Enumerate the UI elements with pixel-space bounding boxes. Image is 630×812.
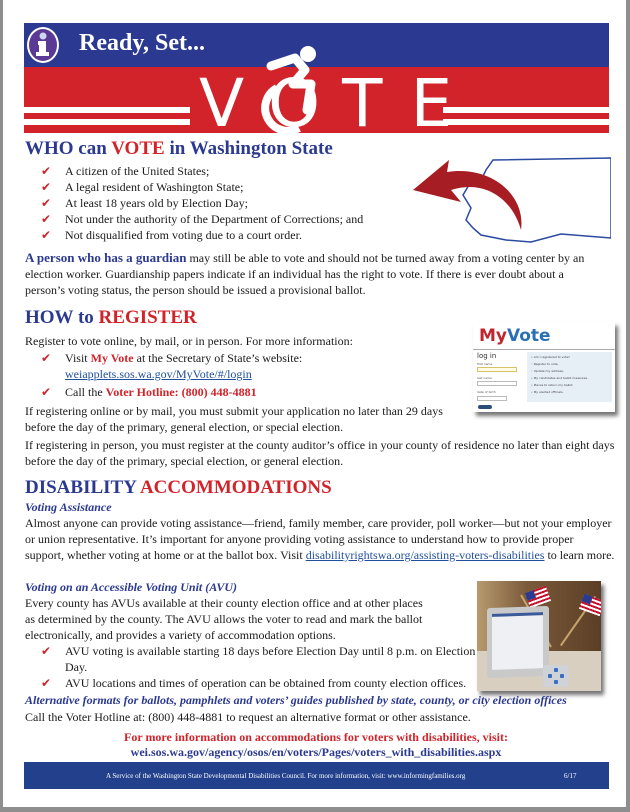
paragraph-text: to learn more. [544,548,615,562]
guardian-lead: A person who has a guardian [25,250,187,265]
panel-item: • My elected officials. [531,390,564,394]
checkmark-icon: ✔ [41,164,52,178]
washington-state-map-arrow-icon [411,150,611,245]
heading-text: in Washington State [164,138,333,159]
list-item-text: Not disqualified from voting due to a court order. [65,228,302,242]
checkmark-icon: ✔ [41,385,52,399]
header-stripe [24,119,190,125]
list-item [41,211,363,227]
checkmark-icon: ✔ [41,644,52,658]
list-item [41,675,481,691]
how-to-register-heading [25,307,197,329]
myvote-login-link[interactable]: weiapplets.sos.wa.gov/MyVote/#/login [65,367,252,381]
first-name-field [477,367,517,372]
list-item [41,195,363,211]
ready-set-heading: Ready, Set... [79,30,205,56]
header-stripe [443,107,609,113]
divider [473,349,615,350]
checkmark-icon: ✔ [41,212,52,226]
first-name-label: first name [477,362,493,366]
eligibility-list [41,163,363,243]
vote-heading [199,64,463,142]
vote-letter: E [410,64,463,142]
panel-item: • Places to return my ballot. [531,383,574,387]
checkmark-icon: ✔ [41,351,52,365]
continue-button [478,405,492,409]
list-item-text: A citizen of the United States; [65,164,210,178]
dob-field [477,396,507,401]
info-person-icon [27,27,59,63]
list-item [41,227,363,243]
avu-list [41,643,481,691]
accessible-wheelchair-icon [255,44,325,134]
more-info-callout: For more information on accommodations for voters with disabilities, visit: [124,730,508,744]
list-item [41,384,441,400]
avu-machine-photo [477,581,601,691]
disability-rights-link[interactable]: disabilityrightswa.org/assisting-voters-disabilities [305,548,545,562]
vote-letter: V [199,64,255,142]
checkmark-icon: ✔ [41,196,52,210]
panel-item: • My candidates and ballot measures. [531,376,589,380]
avu-paragraph: Every county has AVUs available at their county election office and at other places as determined by the county. The AVU allows the voter to read and mark the ballot electronically, and provides a variety of accommodation options. [25,596,423,642]
list-item [41,179,363,195]
alternative-formats-subheading: Alternative formats for ballots, pamphlets and voters’ guides published by state, county, or city election offices [25,693,567,707]
flyer-page [3,0,626,807]
voter-hotline: Voter Hotline: (800) 448-4881 [105,385,257,399]
guardian-paragraph [25,250,605,298]
footer-date: 6/17 [564,772,577,780]
heading-text-red: ACCOMMODATIONS [139,477,332,498]
register-list [41,350,441,400]
list-item-text: At least 18 years old by Election Day; [65,196,248,210]
checkmark-icon: ✔ [41,180,52,194]
heading-text: DISABILITY [25,477,140,498]
logo-my: My [479,326,507,346]
guardian-text: may still be able to vote and should not be turned away from a voting center by an election worker. Guardianship papers indicate if an individual has the right to vote. If there is ever doubt about a person’s voting status, the person should be issued a provisional ballot. [25,251,585,297]
heading-text-red: VOTE [111,138,165,159]
flag-icon [525,586,551,609]
myvote-logo [479,326,551,346]
list-item-text: at the Secretary of State’s website: [133,351,303,365]
alternative-formats-text: Call the Voter Hotline at: (800) 448-4881 to request an alternative format or other assistance. [25,710,471,724]
list-item [41,350,441,382]
footer-credit: A Service of the Washington State Developmental Disabilities Council. For more information, visit: www.informingfamilies.org [106,772,466,780]
list-item-text: A legal resident of Washington State; [65,180,244,194]
voting-assistance-subheading: Voting Assistance [25,500,112,514]
register-online-deadline: If registering online or by mail, you must submit your application no later than 29 days before the day of the primary, general election, or special election. [25,404,443,434]
vote-letter: T [342,64,393,142]
logo-vote: Vote [507,326,551,346]
login-label: log in [477,352,497,360]
last-name-label: last name [477,376,492,380]
list-item-text: AVU voting is available starting 18 days before Election Day until 8 p.m. on Election Day. [65,644,476,674]
who-can-vote-heading [25,138,333,160]
footer-bar [24,762,609,789]
heading-text-red: REGISTER [98,307,197,328]
header-stripe [443,119,609,125]
disability-accommodations-heading [25,477,332,499]
avu-subheading: Voting on an Accessible Voting Unit (AVU) [25,580,238,594]
dob-label: date of birth [477,390,496,394]
heading-text: WHO can [25,138,112,159]
checkmark-icon: ✔ [41,228,52,242]
panel-item: ◦ Update my address. [531,369,564,373]
register-inperson-deadline: If registering in person, you must register at the county auditor’s office in your county of residence no later than eight days before the day of the primary, special election, or general election. [25,438,615,468]
avu-keypad [543,665,569,687]
my-vote-label: My Vote [90,351,134,365]
list-item-text: Call the [65,385,106,399]
avu-screen-frame [487,606,549,678]
myvote-screenshot [473,322,615,412]
disabilities-page-link[interactable]: wei.sos.wa.gov/agency/osos/en/voters/Pages/voters_with_disabilities.aspx [130,745,502,759]
panel-item: ◦ Register to vote. [531,362,559,366]
list-item-text: Not under the authority of the Department of Corrections; and [65,212,364,226]
list-item [41,643,481,675]
list-item-text: AVU locations and times of operation can be obtained from county election offices. [65,676,467,690]
avu-screen [492,612,543,670]
myvote-info-panel [527,352,612,402]
checkmark-icon: ✔ [41,676,52,690]
panel-item: • Am I registered to vote? [531,355,570,359]
heading-text: HOW to [25,307,99,328]
paragraph-text: Almost anyone can provide voting assistance—friend, family member, care provider, poll worker—but not your employer or union representative. It’s important for anyone providing voting assistance to understand how to provide proper support, whether voting at home or at the ballot box. Visit [25,516,612,562]
list-item-text: Visit [65,351,91,365]
header-stripe [24,107,190,113]
list-item [41,163,363,179]
voting-assistance-paragraph [25,515,615,563]
vote-letter: O [268,64,331,142]
register-intro: Register to vote online, by mail, or in person. For more information: [25,334,353,348]
last-name-field [477,381,517,386]
